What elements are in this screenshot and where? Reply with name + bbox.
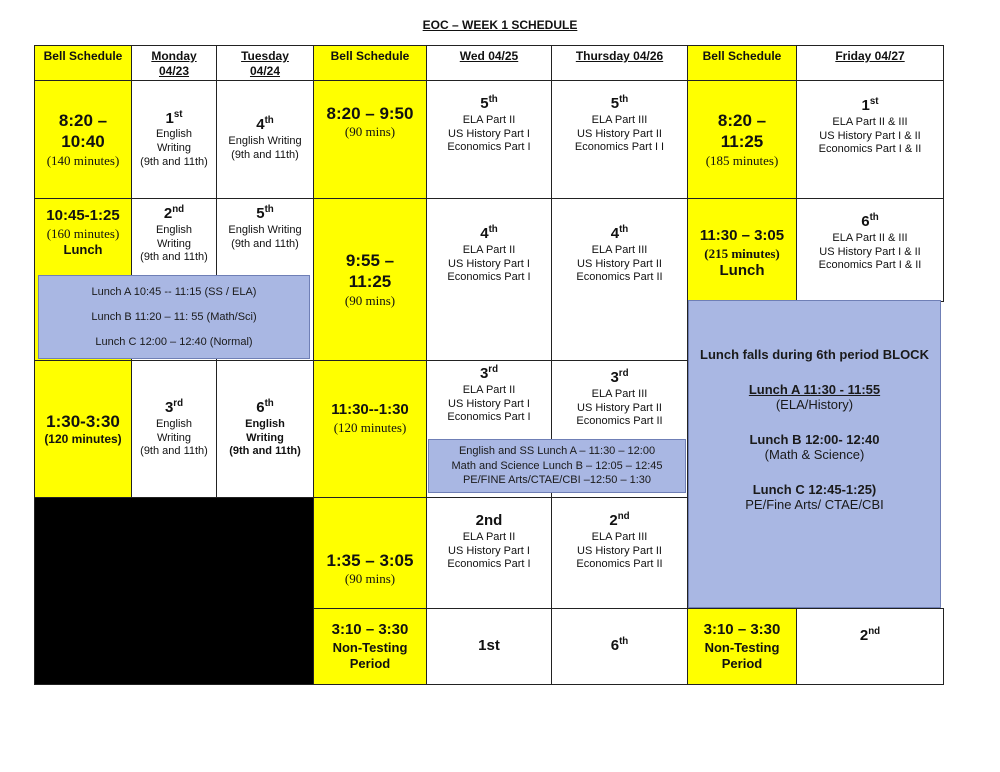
bell3-block-2: 11:30 – 3:05 (215 minutes) Lunch xyxy=(687,198,797,302)
monday-period-2: 2nd English Writing (9th and 11th) xyxy=(131,198,217,361)
header-wednesday: Wed 04/25 xyxy=(426,45,552,81)
bell2-block-5: 3:10 – 3:30 Non-Testing Period xyxy=(313,608,427,685)
bell2-block-4: 1:35 – 3:05 (90 mins) xyxy=(313,497,427,609)
bell2-block-3: 11:30--1:30 (120 minutes) xyxy=(313,360,427,498)
friday-period-2: 2nd xyxy=(796,608,944,685)
header-friday: Friday 04/27 xyxy=(796,45,944,81)
header-monday: Monday 04/23 xyxy=(131,45,217,81)
bell2-block-1: 8:20 – 9:50 (90 mins) xyxy=(313,80,427,199)
lunch-box-wed-thu: English and SS Lunch A – 11:30 – 12:00 Math and Science Lunch B – 12:05 – 12:45 PE/FINE Arts/CTAE/CBI –12:50 – 1:30 xyxy=(428,439,686,493)
monday-period-3: 3rd English Writing (9th and 11th) xyxy=(131,360,217,498)
blacked-out-area xyxy=(34,497,314,685)
friday-period-1: 1st ELA Part II & III US History Part I & II Economics Part I & II xyxy=(796,80,944,199)
header-tuesday: Tuesday 04/24 xyxy=(216,45,314,81)
page-title: EOC – WEEK 1 SCHEDULE xyxy=(422,18,578,32)
wed-period-2: 2nd ELA Part II US History Part I Economics Part I xyxy=(426,497,552,609)
header-bell-schedule-2: Bell Schedule xyxy=(313,45,427,81)
header-thursday: Thursday 04/26 xyxy=(551,45,688,81)
bell1-block-1: 8:20 – 10:40 (140 minutes) xyxy=(34,80,132,199)
lunch-box-friday: Lunch falls during 6th period BLOCK Lunch A 11:30 - 11:55 (ELA/History) Lunch B 12:00- 12:40 (Math & Science) Lunch C 12:45-1:25) PE/Fine Arts/ CTAE/CBI xyxy=(688,300,941,608)
thursday-period-6: 6th xyxy=(551,608,688,685)
wed-period-3: 3rd ELA Part II US History Part I Economics Part I xyxy=(426,360,552,498)
header-bell-schedule-3: Bell Schedule xyxy=(687,45,797,81)
bell1-block-3: 1:30-3:30 (120 minutes) xyxy=(34,360,132,498)
bell3-block-1: 8:20 – 11:25 (185 minutes) xyxy=(687,80,797,199)
lunch-box-mon-tue: Lunch A 10:45 -- 11:15 (SS / ELA) Lunch B 11:20 – 11: 55 (Math/Sci) Lunch C 12:00 – 12:40 (Normal) xyxy=(38,275,310,359)
tuesday-period-6: 6th English Writing (9th and 11th) xyxy=(216,360,314,498)
wed-period-1: 1st xyxy=(426,608,552,685)
wed-period-4: 4th ELA Part II US History Part I Economics Part I xyxy=(426,198,552,361)
header-bell-schedule-1: Bell Schedule xyxy=(34,45,132,81)
thursday-period-4: 4th ELA Part III US History Part II Economics Part II xyxy=(551,198,688,361)
friday-period-6: 6th ELA Part II & III US History Part I & II Economics Part I & II xyxy=(796,198,944,302)
thursday-period-3: 3rd ELA Part III US History Part II Economics Part II xyxy=(551,360,688,498)
bell1-block-2: 10:45-1:25 (160 minutes) Lunch xyxy=(34,198,132,361)
thursday-period-2: 2nd ELA Part III US History Part II Economics Part II xyxy=(551,497,688,609)
monday-period-1: 1st English Writing (9th and 11th) xyxy=(131,80,217,199)
tuesday-period-4: 4th English Writing (9th and 11th) xyxy=(216,80,314,199)
wed-period-5: 5th ELA Part II US History Part I Economics Part I xyxy=(426,80,552,199)
thursday-period-5: 5th ELA Part III US History Part II Economics Part I I xyxy=(551,80,688,199)
bell2-block-2: 9:55 – 11:25 (90 mins) xyxy=(313,198,427,361)
tuesday-period-5: 5th English Writing (9th and 11th) xyxy=(216,198,314,361)
bell3-block-3: 3:10 – 3:30 Non-Testing Period xyxy=(687,608,797,685)
